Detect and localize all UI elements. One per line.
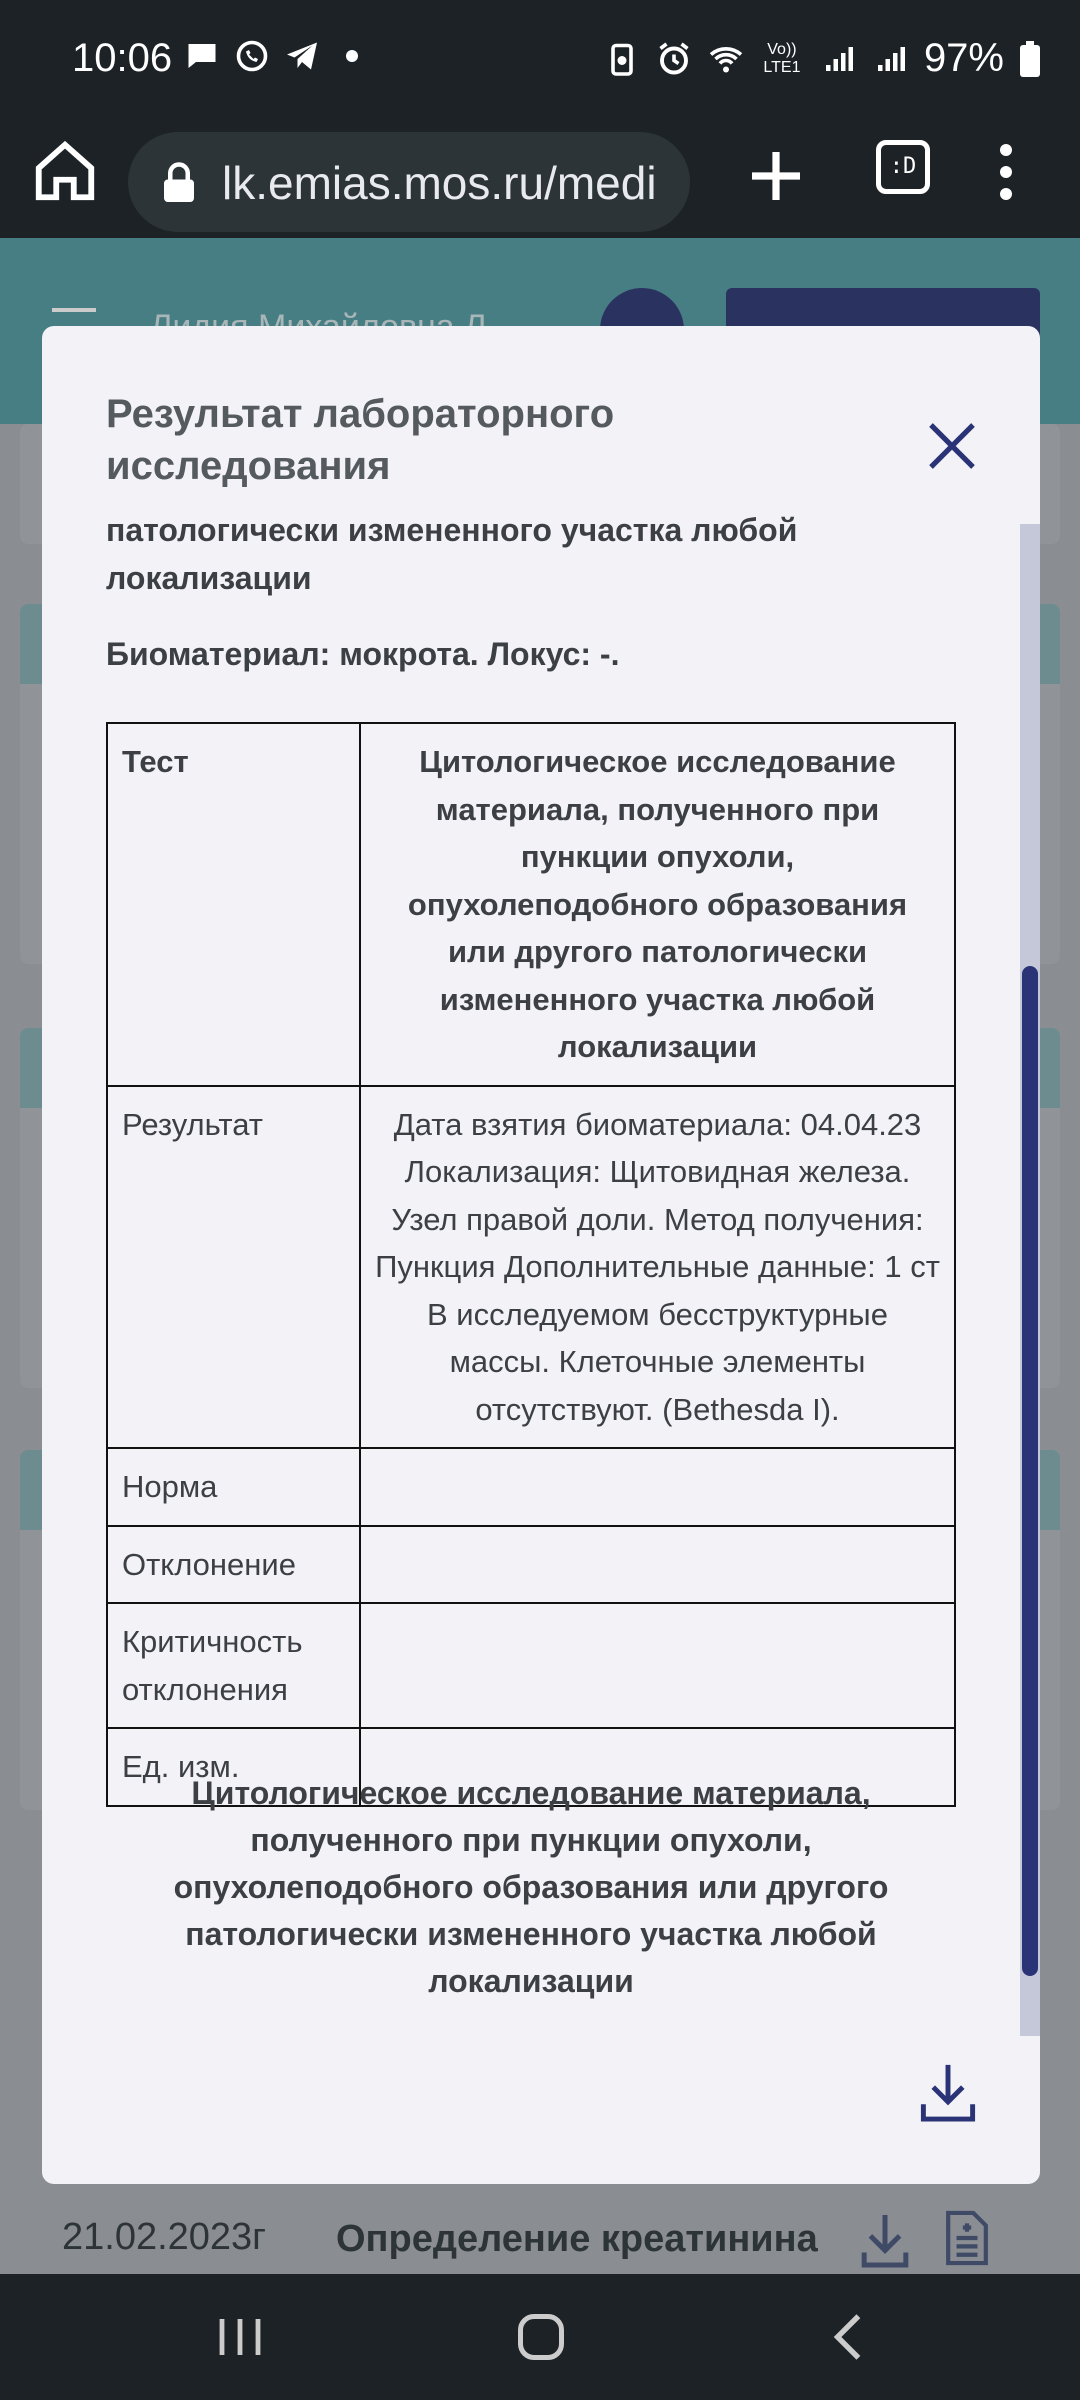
dot-icon bbox=[334, 38, 370, 74]
modal-content[interactable] bbox=[42, 506, 1040, 2006]
document-icon bbox=[944, 2208, 990, 2268]
battery-percent: 97% bbox=[923, 36, 1004, 80]
new-tab-icon[interactable] bbox=[740, 140, 812, 212]
hamburger-icon bbox=[52, 308, 96, 312]
row-title: Определение креатинина bbox=[336, 2218, 818, 2260]
nav-home-icon[interactable] bbox=[518, 2314, 564, 2360]
norm-label: Норма bbox=[107, 1448, 360, 1526]
status-right bbox=[604, 36, 1040, 81]
result-label: Результат bbox=[107, 1086, 360, 1449]
close-icon[interactable] bbox=[924, 418, 980, 474]
table-row bbox=[107, 1603, 955, 1728]
signal-icon bbox=[820, 41, 856, 77]
recents-icon[interactable] bbox=[218, 2316, 262, 2358]
row-date: 21.02.2023г bbox=[62, 2216, 267, 2258]
criticality-value bbox=[360, 1603, 955, 1728]
signal-icon bbox=[872, 41, 908, 77]
criticality-label: Критичность отклонения bbox=[107, 1603, 360, 1728]
table-row bbox=[107, 1448, 955, 1526]
home-icon[interactable] bbox=[30, 136, 100, 206]
biomaterial-text: Биоматериал: мокрота. Локус: -. bbox=[106, 636, 620, 672]
notification-icons bbox=[184, 38, 370, 74]
modal-title: Результат лабораторного исследования bbox=[106, 392, 615, 488]
footer-text: Цитологическое исследование материала, полученного при пункции опухоли, опухолеподобного образования или другого патологически измененного участка любой локализации bbox=[173, 1775, 889, 1999]
test-label: Тест bbox=[107, 723, 360, 1086]
norm-value bbox=[360, 1448, 955, 1526]
deviation-label: Отклонение bbox=[107, 1526, 360, 1604]
status-time: 10:06 bbox=[72, 36, 173, 80]
battery-saver-icon bbox=[604, 41, 640, 77]
download-icon bbox=[860, 2210, 910, 2270]
lab-result-modal bbox=[42, 326, 1040, 2184]
top-text: патологически измененного участка любой локализации bbox=[106, 512, 798, 596]
test-value: Цитологическое исследование материала, полученного при пункции опухоли, опухолеподобного образования или другого патологически измененного участка любой локализации bbox=[360, 723, 955, 1086]
address-bar[interactable] bbox=[128, 132, 690, 232]
message-icon bbox=[184, 38, 220, 74]
whatsapp-icon bbox=[234, 38, 270, 74]
network-label: Vo)) LTE1 bbox=[763, 40, 801, 76]
table-row bbox=[107, 723, 955, 1086]
deviation-value bbox=[360, 1526, 955, 1604]
unit-label: Ед. изм. bbox=[107, 1728, 360, 1806]
navigation-bar bbox=[0, 2274, 1080, 2400]
download-icon[interactable] bbox=[918, 2060, 978, 2124]
background-row bbox=[0, 2188, 1080, 2274]
alarm-icon bbox=[656, 41, 692, 77]
table-row bbox=[107, 1526, 955, 1604]
lock-icon bbox=[164, 162, 194, 202]
result-value: Дата взятия биоматериала: 04.04.23 Локализация: Щитовидная железа. Узел правой доли. Метод получения: Пункция Дополнительные данные: 1 ст В исследуемом бесструктурные массы. Клеточные элементы отсутствуют. (Bethesda I). bbox=[360, 1086, 955, 1449]
telegram-icon bbox=[284, 38, 320, 74]
browser-toolbar bbox=[0, 118, 1080, 238]
back-icon[interactable] bbox=[828, 2312, 868, 2362]
tabs-button[interactable]: :D bbox=[876, 140, 930, 194]
wifi-icon bbox=[708, 41, 744, 77]
url-text: lk.emias.mos.ru/medi bbox=[222, 157, 657, 209]
scrollbar-thumb[interactable] bbox=[1022, 966, 1038, 1976]
battery-icon bbox=[1020, 41, 1040, 77]
table-row bbox=[107, 1086, 955, 1449]
results-table bbox=[106, 722, 956, 1807]
status-bar bbox=[0, 0, 1080, 118]
overflow-menu-icon[interactable] bbox=[994, 138, 1018, 218]
